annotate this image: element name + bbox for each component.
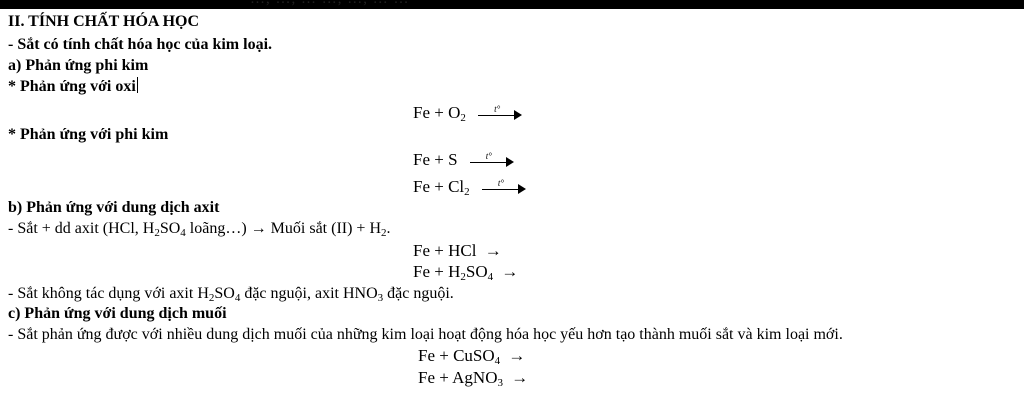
text-part: - Sắt + dd axit (HCl, H: [8, 220, 155, 237]
text-part: - Sắt không tác dụng với axit H: [8, 285, 209, 302]
section-heading: II. TÍNH CHẤT HÓA HỌC: [8, 13, 200, 30]
text-part: đặc nguội.: [383, 285, 454, 302]
equation-lhs: Fe + CuSO: [418, 346, 495, 365]
reaction-condition: t°: [497, 178, 505, 189]
equation-fe-s: [413, 150, 514, 170]
equation-fe-o2: [413, 103, 522, 123]
section-c-title: c) Phản ứng với dung dịch muối: [8, 305, 227, 322]
oxi-subtitle-text: * Phản ứng với oxi: [8, 78, 136, 95]
reaction-arrow-icon: [478, 104, 522, 121]
acid-exception-note: [8, 284, 454, 304]
text-cursor: [137, 77, 138, 93]
subscript: 2: [208, 292, 215, 304]
equation-fe-agno3: [418, 368, 528, 388]
equation-fe-cuso4: [418, 346, 525, 366]
subscript: 3: [497, 377, 503, 389]
salt-reaction-desc: - Sắt phản ứng được với nhiều dung dịch muối của những kim loại hoạt động hóa học yếu hơn tạo thành muối sắt và kim loại mới.: [8, 326, 843, 343]
intro-line: - Sắt có tính chất hóa học của kim loại.: [8, 36, 273, 53]
subscript: 4: [234, 292, 241, 304]
phikim-subtitle: * Phản ứng với phi kim: [8, 126, 169, 143]
reaction-condition: t°: [494, 104, 501, 115]
reaction-arrow-icon: →: [508, 346, 526, 365]
subscript: 2: [460, 271, 466, 283]
equation-lhs: Fe + H: [413, 262, 461, 281]
equation-lhs: Fe + Cl: [413, 177, 465, 196]
equation-lhs: Fe + S: [413, 150, 458, 169]
subscript: 2: [154, 227, 160, 239]
oxi-subtitle[interactable]: [8, 77, 138, 97]
section-b-title: b) Phản ứng với dung dịch axit: [8, 199, 220, 216]
equation-lhs: Fe + AgNO: [418, 368, 498, 387]
reaction-condition: t°: [485, 151, 492, 162]
section-a-title: a) Phản ứng phi kim: [8, 57, 149, 74]
text-part: .: [386, 220, 391, 237]
subscript: 2: [464, 186, 470, 198]
reaction-arrow-icon: →: [511, 368, 529, 387]
cropped-previous-line: [250, 0, 410, 8]
subscript: 4: [180, 227, 186, 239]
subscript: 4: [487, 271, 494, 283]
reaction-arrow-icon: [482, 178, 526, 195]
reaction-arrow-icon: →: [501, 262, 519, 281]
subscript: 4: [494, 355, 501, 367]
subscript: 3: [377, 292, 384, 304]
equation-fe-h2so4: [413, 262, 518, 282]
reaction-arrow-icon: [470, 151, 514, 168]
equation-lhs: SO: [465, 262, 488, 281]
equation-lhs: Fe + HCl: [413, 241, 477, 260]
acid-general-reaction: [8, 219, 391, 239]
text-part: SO: [214, 285, 235, 302]
reaction-arrow-icon: →: [484, 241, 502, 260]
subscript: 2: [381, 227, 387, 239]
text-part: đặc nguội, axit HNO: [240, 285, 378, 302]
equation-fe-hcl: [413, 241, 502, 261]
subscript: 2: [460, 112, 466, 124]
top-cropped-strip: [0, 0, 1024, 9]
equation-lhs: Fe + O: [413, 103, 461, 122]
text-part: SO: [159, 220, 181, 237]
text-part: loãng…) → Muối sắt (II) + H: [185, 220, 382, 237]
equation-fe-cl2: [413, 177, 526, 197]
